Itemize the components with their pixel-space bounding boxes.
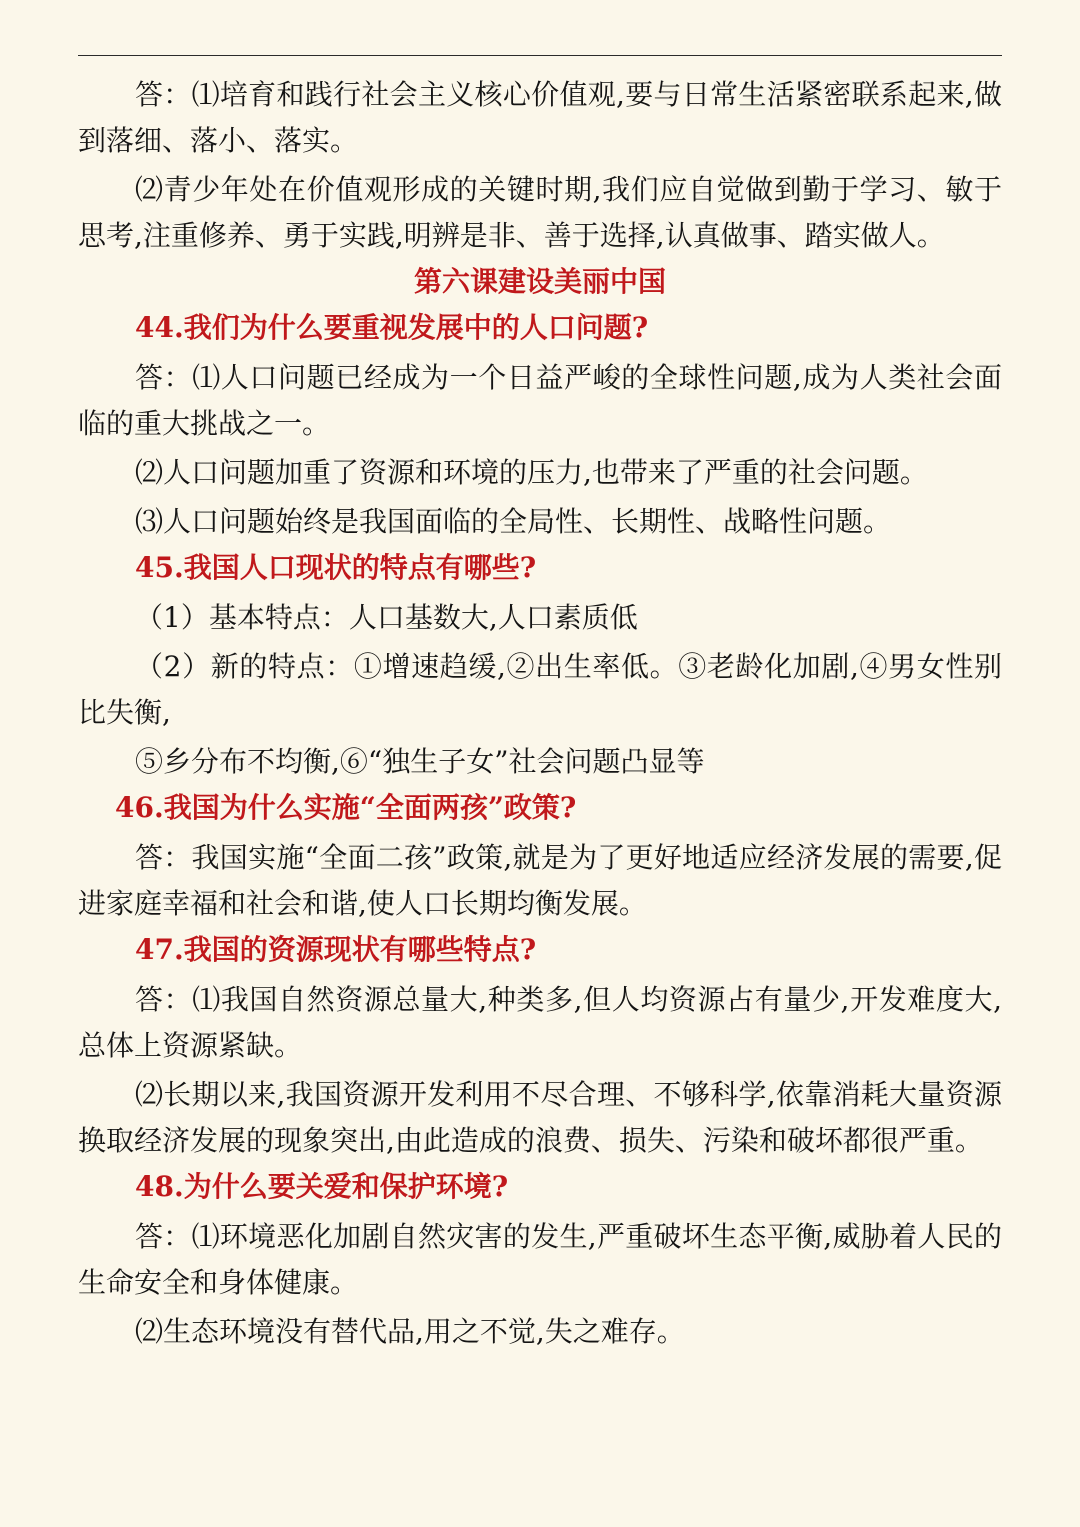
- content-body: [78, 72, 1002, 1355]
- question-44: 44.我们为什么要重视发展中的人口问题?: [135, 311, 649, 344]
- question-47: 47.我国的资源现状有哪些特点?: [135, 933, 537, 966]
- answer-47-2: ⑵长期以来,我国资源开发利用不尽合理、不够科学,依靠消耗大量资源换取经济发展的现象突出,由此造成的浪费、损失、污染和破坏都很严重。: [78, 1078, 1002, 1157]
- answer-44-2: ⑵人口问题加重了资源和环境的压力,也带来了严重的社会问题。: [135, 456, 928, 489]
- question-48: 48.为什么要关爱和保护环境?: [135, 1170, 509, 1203]
- answer-48-2: ⑵生态环境没有替代品,用之不觉,失之难存。: [135, 1315, 685, 1348]
- answer-44-1: 答：⑴人口问题已经成为一个日益严峻的全球性问题,成为人类社会面临的重大挑战之一。: [78, 361, 1002, 440]
- answer-45-2: （2）新的特点：①增速趋缓,②出生率低。③老龄化加剧,④男女性别比失衡,: [78, 650, 1002, 729]
- question-46: 46.我国为什么实施“全面两孩”政策?: [115, 791, 577, 824]
- answer-45-3: ⑤乡分布不均衡,⑥“独生子女”社会问题凸显等: [135, 745, 705, 778]
- lesson-title: 第六课建设美丽中国: [413, 265, 666, 298]
- answer-47-1: 答：⑴我国自然资源总量大,种类多,但人均资源占有量少,开发难度大,总体上资源紧缺。: [78, 983, 1002, 1062]
- answer-44-3: ⑶人口问题始终是我国面临的全局性、长期性、战略性问题。: [135, 505, 892, 538]
- answer-46-1: 答：我国实施“全面二孩”政策,就是为了更好地适应经济发展的需要,促进家庭幸福和社会和谐,使人口长期均衡发展。: [78, 841, 1002, 920]
- intro-answer-1: 答：⑴培育和践行社会主义核心价值观,要与日常生活紧密联系起来,做到落细、落小、落实。: [78, 78, 1002, 157]
- header-rule: [78, 55, 1002, 56]
- answer-48-1: 答：⑴环境恶化加剧自然灾害的发生,严重破坏生态平衡,威胁着人民的生命安全和身体健康。: [78, 1220, 1002, 1299]
- intro-answer-2: ⑵青少年处在价值观形成的关键时期,我们应自觉做到勤于学习、敏于思考,注重修养、勇于实践,明辨是非、善于选择,认真做事、踏实做人。: [78, 173, 1002, 252]
- question-45: 45.我国人口现状的特点有哪些?: [135, 551, 537, 584]
- answer-45-1: （1）基本特点：人口基数大,人口素质低: [135, 601, 638, 634]
